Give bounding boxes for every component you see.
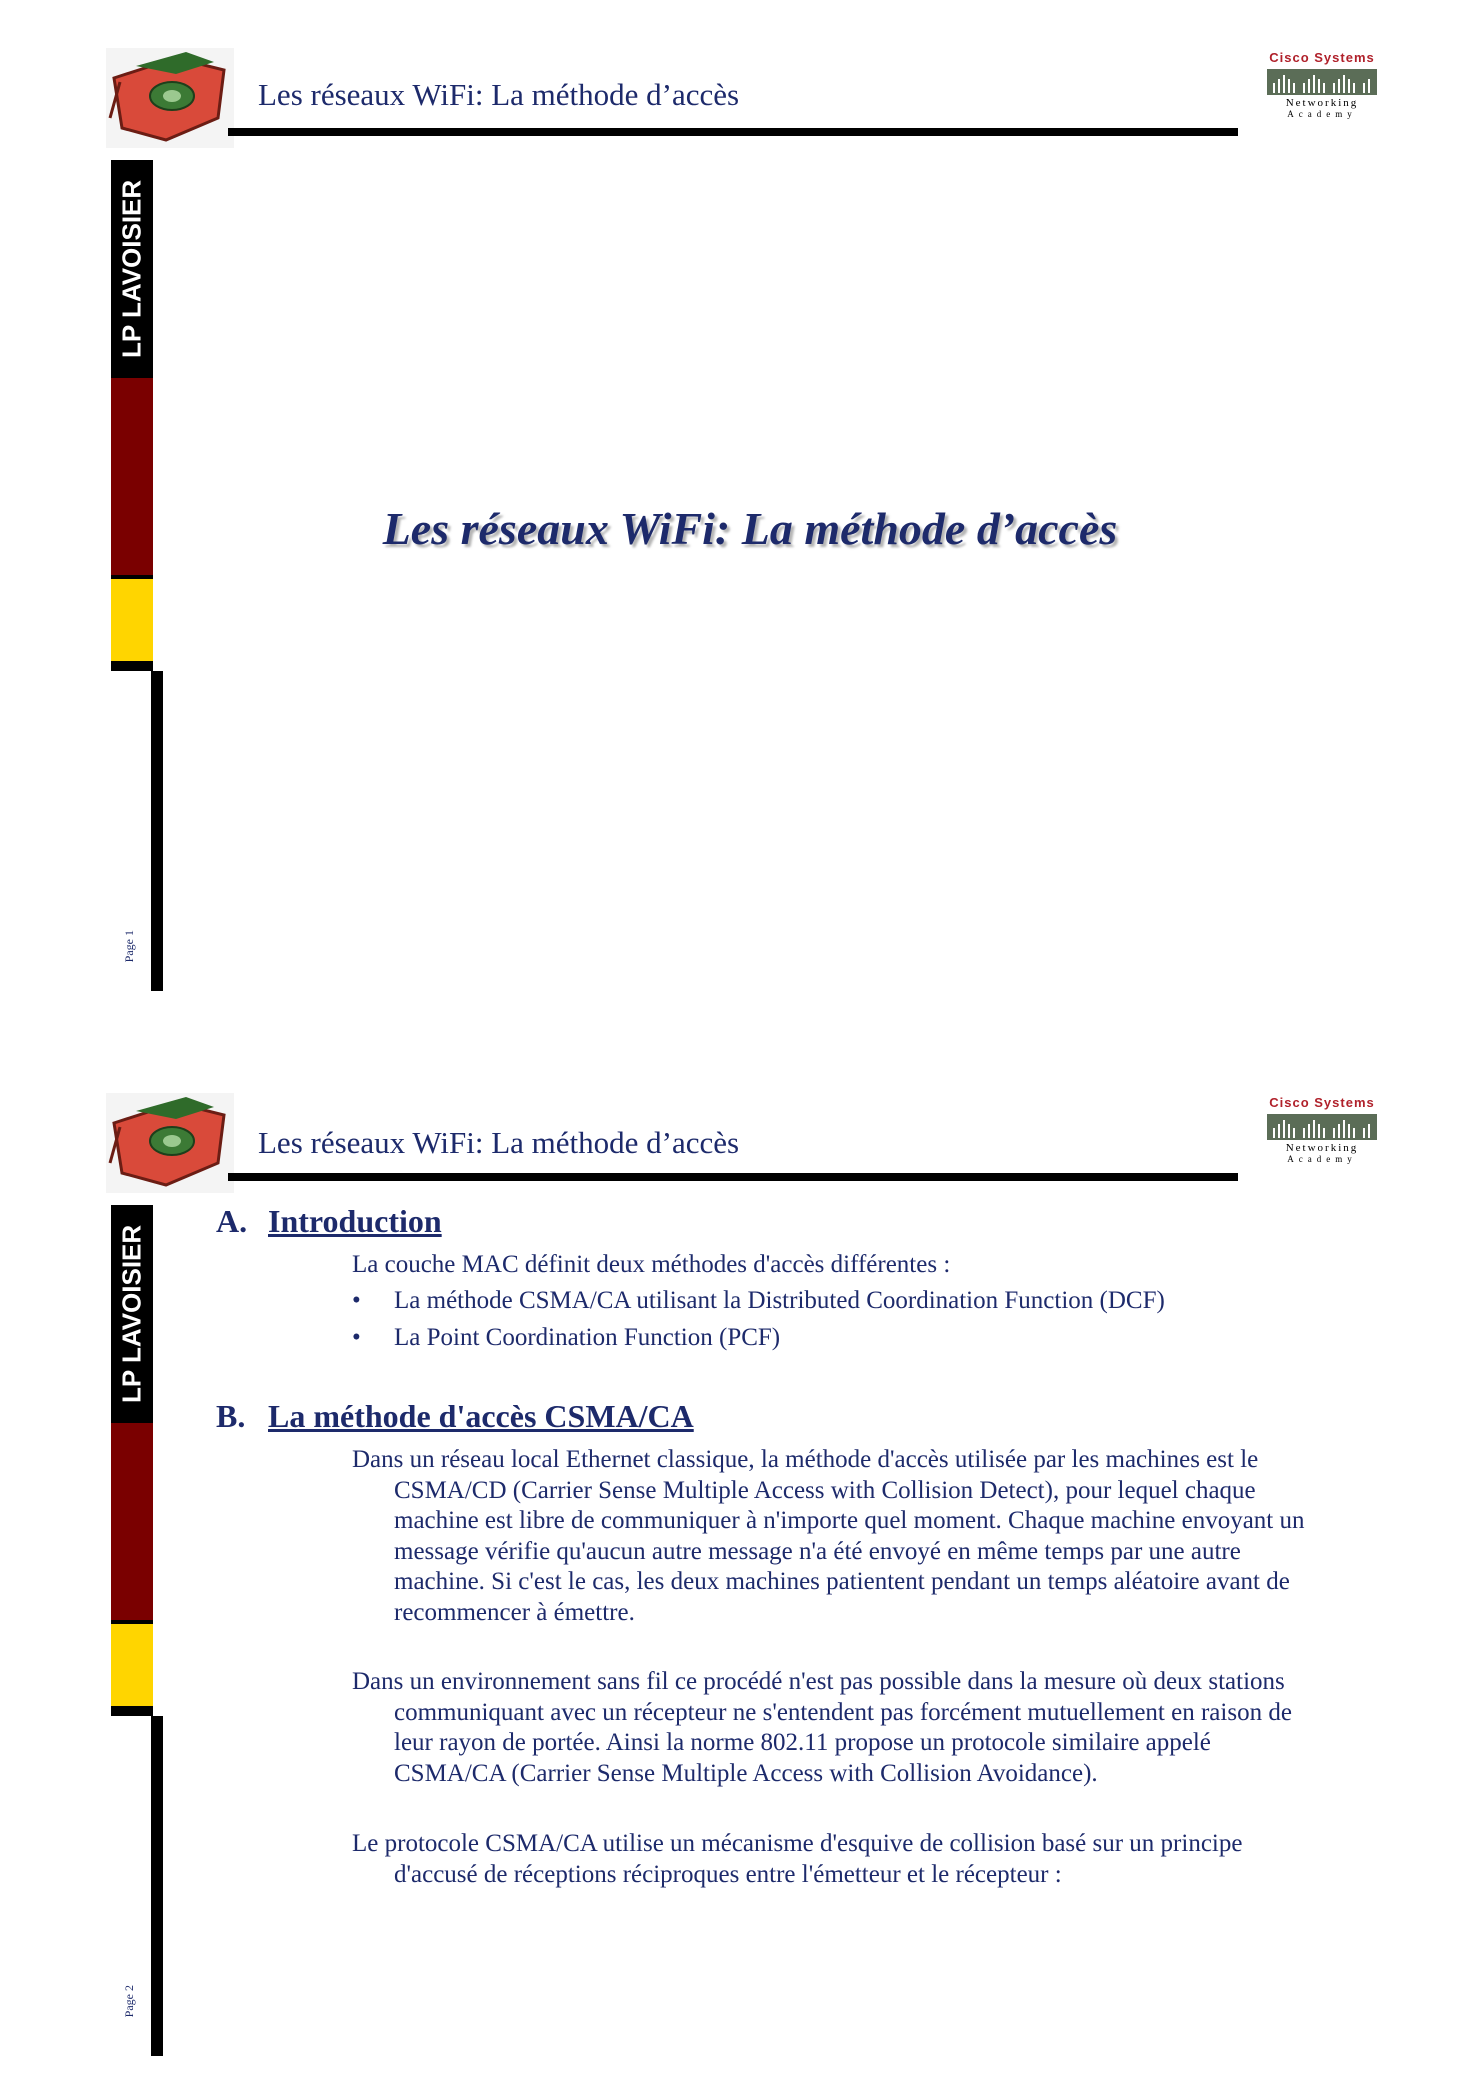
cisco-logo — [1262, 1095, 1382, 1183]
header-title: Les réseaux WiFi: La méthode d’accès — [258, 1125, 740, 1160]
page-number: Page 1 — [122, 930, 136, 963]
slide-title: Les réseaux WiFi: La méthode d’accès — [382, 503, 1118, 554]
lavoisier-logo-icon — [106, 48, 234, 148]
section-a-letter: A. — [216, 1203, 248, 1239]
sidebar-red-band — [111, 378, 153, 575]
sidebar-line — [151, 671, 163, 991]
section-b-letter: B. — [216, 1398, 246, 1434]
cisco-bars-icon — [1267, 69, 1377, 95]
section-b-title: La méthode d'accès CSMA/CA — [268, 1398, 694, 1434]
list-item — [352, 1324, 780, 1352]
cisco-logo-line3: Academy — [1287, 1154, 1357, 1164]
sidebar-label: LP LAVOISIER — [116, 179, 147, 359]
cisco-bars-icon — [1267, 1114, 1377, 1140]
header-title: Les réseaux WiFi: La méthode d’accès — [258, 77, 740, 112]
sidebar-yellow-band — [111, 1624, 153, 1706]
cisco-logo-line2: Networking — [1285, 97, 1359, 109]
section-a-title: Introduction — [268, 1203, 442, 1239]
list-item-text: La méthode CSMA/CA utilisant la Distributed Coordination Function (DCF) — [394, 1287, 1165, 1314]
cisco-logo-line1: Cisco Systems — [1269, 50, 1375, 65]
sidebar-yellow-band — [111, 579, 153, 661]
slide-2 — [0, 1045, 1471, 2065]
sidebar-line — [151, 1716, 163, 2056]
cisco-logo — [1262, 50, 1382, 138]
slide-1 — [0, 0, 1471, 1000]
sidebar-label: LP LAVOISIER — [116, 1224, 147, 1404]
section-b-heading — [216, 1398, 694, 1435]
cisco-logo-line1: Cisco Systems — [1269, 1095, 1375, 1110]
sidebar-red-band — [111, 1423, 153, 1620]
section-a-heading — [216, 1203, 442, 1240]
section-b-paragraph-1: Dans un réseau local Ethernet classique, la méthode d'accès utilisée par les machines est le CSMA/CD (Carrier Sense Multiple Access with Collision Detect), pour lequel chaque machine est libre de communiquer à n'importe quel moment. Chaque machine envoyant un message vérifie qu'aucun autre message n'a été envoyé en même temps par une autre machine. Si c'est le cas, les deux machines patientent pendant un temps aléatoire avant de recommencer à émettre. — [352, 1446, 1305, 1626]
sidebar-separator — [111, 661, 153, 671]
list-item-text: La Point Coordination Function (PCF) — [394, 1324, 781, 1351]
section-b-paragraph-2: Dans un environnement sans fil ce procédé n'est pas possible dans la mesure où deux stations communiquant avec un récepteur ne s'entendent pas forcément mutuellement en raison de leur rayon de portée. Ainsi la norme 802.11 propose un protocole similaire appelé CSMA/CA (Carrier Sense Multiple Access with Collision Avoidance). — [352, 1668, 1292, 1787]
section-a-intro: La couche MAC définit deux méthodes d'accès différentes : — [352, 1251, 951, 1278]
section-b-paragraph-3: Le protocole CSMA/CA utilise un mécanisme d'esquive de collision basé sur un principe d'accusé de réceptions réciproques entre l'émetteur et le récepteur : — [352, 1830, 1243, 1888]
bullet-icon: • — [352, 1287, 361, 1314]
bullet-icon: • — [352, 1324, 361, 1351]
lavoisier-logo-icon — [106, 1093, 234, 1193]
list-item — [352, 1287, 1165, 1315]
cisco-logo-line3: Academy — [1287, 109, 1357, 119]
page-number: Page 2 — [122, 1985, 136, 2018]
header-divider — [228, 128, 1238, 136]
cisco-logo-line2: Networking — [1285, 1142, 1359, 1154]
header-divider — [228, 1173, 1238, 1181]
sidebar-separator — [111, 1706, 153, 1716]
